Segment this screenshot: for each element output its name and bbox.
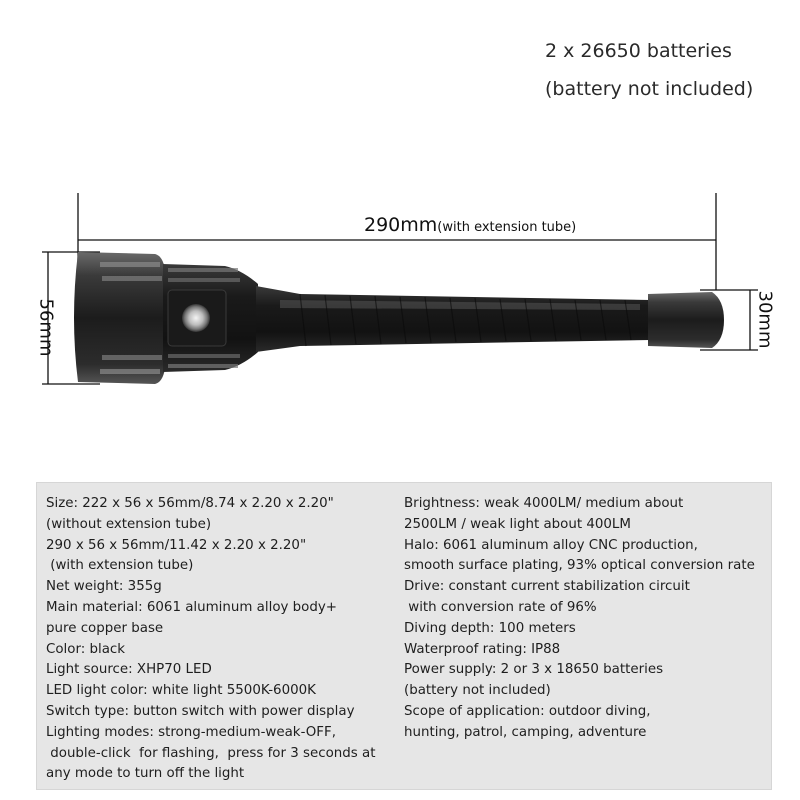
- length-value: 290mm: [364, 214, 438, 236]
- spec-line: Diving depth: 100 meters: [404, 620, 576, 636]
- spec-line: Scope of application: outdoor diving,: [404, 703, 651, 719]
- spec-line: Switch type: button switch with power display: [46, 703, 355, 719]
- spec-panel: [36, 482, 772, 790]
- spec-line: pure copper base: [46, 620, 164, 636]
- spec-column-left: [46, 494, 396, 785]
- spec-line: (battery not included): [404, 683, 551, 699]
- spec-line: Halo: 6061 aluminum alloy CNC production,: [404, 537, 698, 553]
- power-button-icon: [182, 304, 210, 332]
- spec-line: Light source: XHP70 LED: [46, 662, 212, 678]
- spec-line: Drive: constant current stabilization circuit: [404, 579, 690, 595]
- spec-line: (without extension tube): [46, 516, 212, 532]
- length-label: [364, 214, 576, 236]
- head-diameter-label: 56mm: [35, 298, 57, 357]
- spec-line: 2500LM / weak light about 400LM: [404, 516, 631, 532]
- spec-line: (with extension tube): [46, 558, 194, 574]
- battery-note-line-2: (battery not included): [545, 78, 754, 100]
- spec-line: Power supply: 2 or 3 x 18650 batteries: [404, 662, 664, 678]
- spec-column-right: [404, 494, 768, 744]
- spec-line: any mode to turn off the light: [46, 766, 245, 782]
- spec-line: Net weight: 355g: [46, 579, 162, 595]
- spec-line: Lighting modes: strong-medium-weak-OFF,: [46, 724, 336, 740]
- spec-line: Color: black: [46, 641, 126, 657]
- spec-line: with conversion rate of 96%: [404, 599, 597, 615]
- spec-line: hunting, patrol, camping, adventure: [404, 724, 647, 740]
- spec-line: Waterproof rating: IP88: [404, 641, 561, 657]
- spec-line: LED light color: white light 5500K-6000K: [46, 683, 316, 699]
- tail-diameter-label: 30mm: [754, 290, 776, 349]
- battery-note-line-1: 2 x 26650 batteries: [545, 40, 732, 62]
- length-note: (with extension tube): [437, 220, 577, 235]
- flashlight-body: [74, 252, 724, 384]
- spec-line: Size: 222 x 56 x 56mm/8.74 x 2.20 x 2.20": [46, 496, 334, 511]
- spec-line: smooth surface plating, 93% optical conversion rate: [404, 558, 755, 574]
- spec-line: Main material: 6061 aluminum alloy body+: [46, 599, 338, 615]
- spec-line: double-click for flashing, press for 3 seconds at: [46, 745, 376, 761]
- spec-line: Brightness: weak 4000LM/ medium about: [404, 496, 684, 511]
- spec-line: 290 x 56 x 56mm/11.42 x 2.20 x 2.20": [46, 537, 307, 553]
